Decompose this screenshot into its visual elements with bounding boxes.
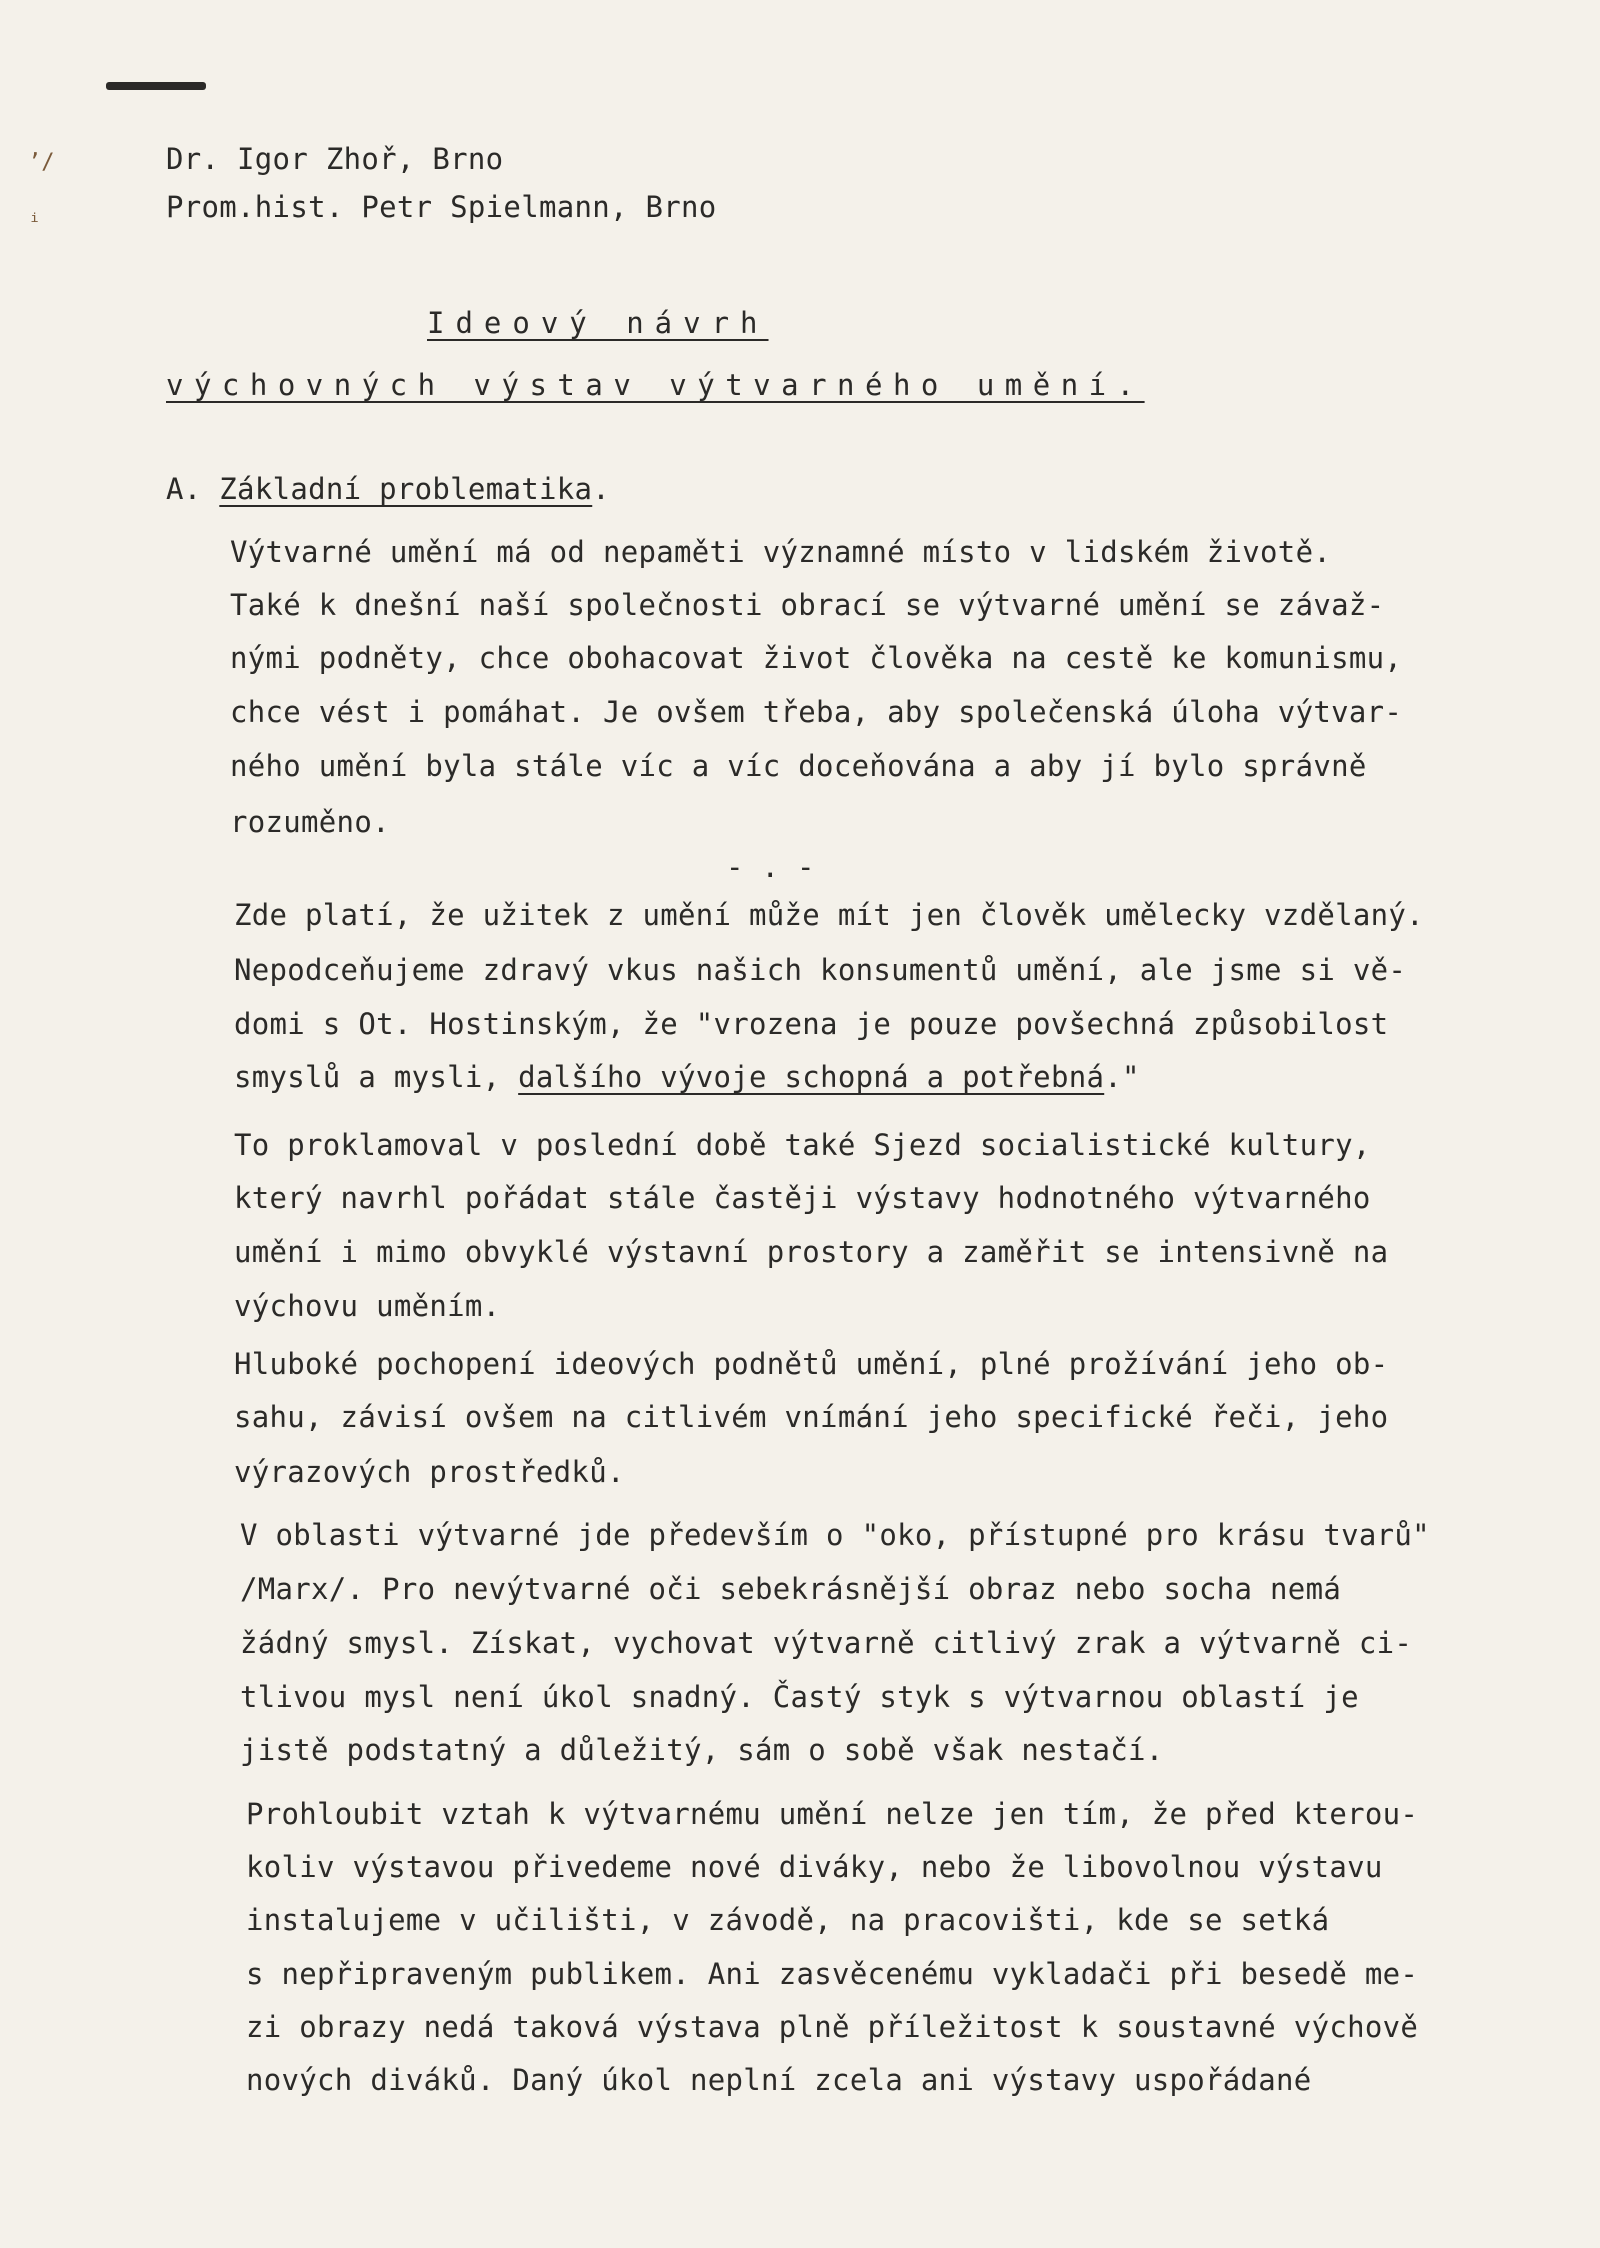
section-marker: A. (166, 472, 202, 506)
paragraph-6-line: zi obrazy nedá taková výstava plně příležitost k soustavné výchově (246, 2010, 1419, 2044)
paragraph-6-line: s nepřipraveným publikem. Ani zasvěcenému vykladači při besedě me- (246, 1957, 1419, 1991)
paragraph-5-line: žádný smysl. Získat, vychovat výtvarně citlivý zrak a výtvarně ci- (240, 1626, 1413, 1660)
section-title: Základní problematika (219, 472, 593, 506)
underlined-phrase: dalšího vývoje schopná a potřebná (518, 1060, 1105, 1094)
paragraph-4-line: výrazových prostředků. (234, 1455, 625, 1489)
paragraph-1-line: chce vést i pomáhat. Je ovšem třeba, aby společenská úloha výtvar- (230, 695, 1403, 729)
paragraph-2-line: domi s Ot. Hostinským, že "vrozena je pouze povšechná způsobilost (234, 1007, 1389, 1041)
paragraph-3-line: To proklamoval v poslední době také Sjezd socialistické kultury, (234, 1128, 1371, 1162)
paragraph-2-line (234, 1060, 1140, 1094)
paragraph-1-line: ného umění byla stále víc a víc doceňována a aby jí bylo správně (230, 749, 1367, 783)
section-heading (166, 472, 610, 506)
separator: - . - (726, 850, 815, 884)
paragraph-2-line: Nepodceňujeme zdravý vkus našich konsumentů umění, ale jsme si vě- (234, 953, 1407, 987)
margin-mark: ʼ/ (28, 150, 55, 175)
paragraph-6-line: koliv výstavou přivedeme nové diváky, nebo že libovolnou výstavu (246, 1850, 1383, 1884)
paragraph-2-line: Zde platí, že užitek z umění může mít jen člověk umělecky vzdělaný. (234, 898, 1424, 932)
margin-mark: ⁱ (28, 210, 42, 235)
paragraph-5-line: jistě podstatný a důležitý, sám o sobě však nestačí. (240, 1733, 1164, 1767)
paragraph-4-line: Hluboké pochopení ideových podnětů umění, plné prožívání jeho ob- (234, 1347, 1389, 1381)
paragraph-3-line: umění i mimo obvyklé výstavní prostory a zaměřit se intensivně na (234, 1235, 1389, 1269)
author-line: Prom.hist. Petr Spielmann, Brno (166, 190, 717, 224)
paragraph-5-line: V oblasti výtvarné jde především o "oko, přístupné pro krásu tvarů" (240, 1518, 1430, 1552)
section-period: . (592, 472, 611, 506)
paragraph-6-line: instalujeme v učilišti, v závodě, na pracovišti, kde se setká (246, 1903, 1330, 1937)
paragraph-5-line: /Marx/. Pro nevýtvarné oči sebekrásnější obraz nebo socha nemá (240, 1572, 1342, 1606)
paragraph-6-line: nových diváků. Daný úkol neplní zcela ani výstavy uspořádané (246, 2063, 1312, 2097)
author-line: Dr. Igor Zhoř, Brno (166, 142, 504, 176)
paragraph-1-line: Výtvarné umění má od nepaměti významné místo v lidském životě. (230, 535, 1332, 569)
paragraph-5-line: tlivou mysl není úkol snadný. Častý styk s výtvarnou oblastí je (240, 1680, 1359, 1714)
paragraph-1-line: nými podněty, chce obohacovat život člověka na cestě ke komunismu, (230, 641, 1403, 675)
top-rule (106, 82, 206, 90)
paragraph-2-line-start: smyslů a mysli, (234, 1060, 519, 1094)
paragraph-6-line: Prohloubit vztah k výtvarnému umění nelze jen tím, že před kterou- (246, 1797, 1419, 1831)
closing-quote: ." (1104, 1060, 1140, 1094)
paragraph-4-line: sahu, závisí ovšem na citlivém vnímání jeho specifické řeči, jeho (234, 1400, 1389, 1434)
title-line-2: výchovných výstav výtvarného umění. (166, 368, 1145, 402)
paragraph-1-line: Také k dnešní naší společnosti obrací se výtvarné umění se závaž- (230, 588, 1385, 622)
paragraph-3-line: který navrhl pořádat stále častěji výstavy hodnotného výtvarného (234, 1181, 1371, 1215)
paragraph-3-line: výchovu uměním. (234, 1289, 501, 1323)
title-line-1: Ideový návrh (427, 306, 769, 340)
paragraph-1-line: rozuměno. (230, 805, 390, 839)
